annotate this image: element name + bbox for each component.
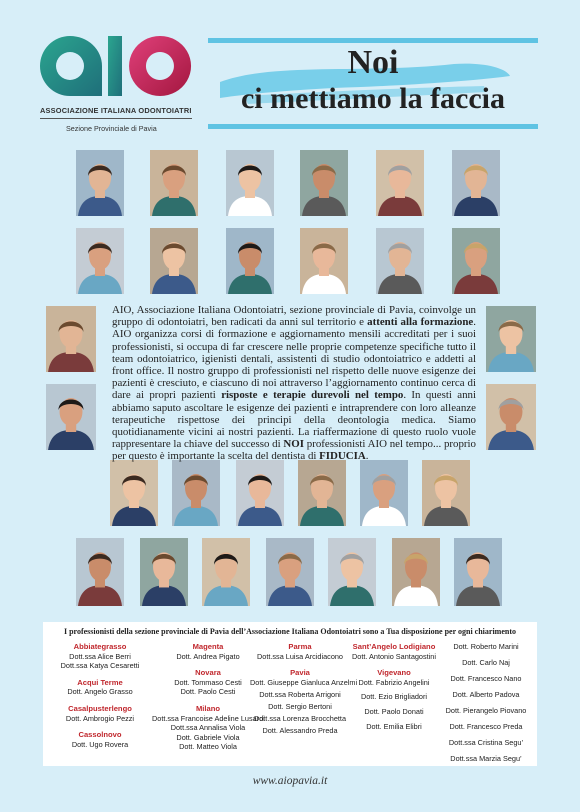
directory-column <box>342 642 446 731</box>
portrait-photo <box>76 538 124 606</box>
portrait-photo <box>226 228 274 294</box>
city-name: Cassolnovo <box>78 730 122 740</box>
portrait-photo <box>300 228 348 294</box>
dentist-name: Dott. Roberto Marini <box>453 642 519 651</box>
city-name: Vigevano <box>377 668 411 678</box>
dentist-name: Dott. Andrea Pigato <box>176 651 240 661</box>
org-section: Sezione Provinciale di Pavia <box>66 124 157 133</box>
directory-column <box>48 642 152 749</box>
portrait-photo <box>150 150 198 216</box>
portrait-photo <box>46 384 96 450</box>
portrait-photo <box>76 228 124 294</box>
directory-column <box>250 642 358 735</box>
portrait-photo <box>452 228 500 294</box>
dentist-name: Dott. Ugo Rovera <box>71 739 129 749</box>
dentist-name: Dott. Alberto Padova <box>452 689 520 699</box>
dentist-name: Dott. Carlo Naj <box>462 657 510 667</box>
dentist-name: Dott. Emilia Elibri <box>366 721 422 731</box>
dentist-name: Dott.ssa Roberta Arrigoni <box>259 689 341 699</box>
city-name: Magenta <box>192 642 224 651</box>
dentist-name: Dott. Giuseppe Gianluca Anzelmi <box>250 677 358 687</box>
portrait-photo <box>300 150 348 216</box>
city-name: Abbiategrasso <box>73 642 127 651</box>
portrait-photo <box>202 538 250 606</box>
dentist-name: Dott. Matteo Viola <box>179 742 237 752</box>
dentist-name: Dott.ssa Annalisa Viola <box>170 723 246 733</box>
dentist-name: Dott. Paolo Cesti <box>180 687 236 697</box>
directory-column <box>444 642 528 763</box>
dentist-name: Dott. Fabrizio Angelini <box>358 677 430 687</box>
portrait-photo <box>422 460 470 526</box>
title-bar-bottom <box>208 124 538 129</box>
dentist-name: Dott.ssa Lorenza Brocchetta <box>253 713 347 723</box>
portrait-photo <box>392 538 440 606</box>
dentist-name: Dott. Pierangelo Piovano <box>445 705 527 715</box>
city-name: Milano <box>195 703 221 713</box>
dentist-name: Dott.ssa Katya Cesaretti <box>60 661 140 671</box>
city-name: Casalpusterlengo <box>68 703 132 713</box>
dentist-name: Dott.ssa Luisa Arcidiacono <box>257 651 343 661</box>
portrait-photo <box>328 538 376 606</box>
title-line1: Noi <box>347 44 399 81</box>
dentist-name: Dott. Francesco Nano <box>450 673 522 683</box>
city-name: Novara <box>195 668 221 678</box>
title-line2: ci mettiamo la faccia <box>240 82 506 115</box>
portrait-photo <box>454 538 502 606</box>
dentist-name: Dott. Francesco Preda <box>449 721 523 731</box>
portrait-photo <box>452 150 500 216</box>
city-name: Acqui Terme <box>77 677 123 687</box>
dentist-name: Dott.ssa Alice Berri <box>69 651 131 661</box>
portrait-photo <box>226 150 274 216</box>
divider <box>40 118 192 119</box>
city-name: Pavia <box>290 668 310 678</box>
dentist-name: Dott. Tommaso Cesti <box>174 677 242 687</box>
portrait-photo <box>486 306 536 372</box>
portrait-photo <box>298 460 346 526</box>
city-name: Sant’Angelo Lodigiano <box>352 642 436 651</box>
portrait-photo <box>376 150 424 216</box>
directory-heading: I professionisti della sezione provinciale di Pavia dell’Associazione Italiana Odontoiatri sono a Tua disposizione per ogni chiarimento <box>63 627 517 636</box>
dentist-name: Dott. Antonio Santagostini <box>352 651 436 661</box>
aio-logo <box>40 32 200 104</box>
city-name: Parma <box>288 642 312 651</box>
portrait-photo <box>376 228 424 294</box>
dentist-name: Dott. Alessandro Preda <box>262 725 338 735</box>
portrait-photo <box>76 150 124 216</box>
portrait-photo <box>266 538 314 606</box>
directory-column <box>152 642 264 752</box>
dentist-name: Dott.ssa Francoise Adeline Lusardi <box>152 713 265 723</box>
dentist-name: Dott. Ezio Brigliadori <box>360 692 428 702</box>
dentist-name: Dott. Gabriele Viola <box>176 732 240 742</box>
portrait-photo <box>236 460 284 526</box>
dentist-name: Dott. Sergio Bertoni <box>268 701 332 711</box>
portrait-photo <box>140 538 188 606</box>
title-bar-top <box>208 38 538 43</box>
dentist-name: Dott.ssa Marzia Segu’ <box>450 753 522 763</box>
dentist-name: Dott.ssa Cristina Segu’ <box>448 737 524 747</box>
dentist-name: Dott. Paolo Donati <box>364 706 424 716</box>
portrait-photo <box>360 460 408 526</box>
portrait-photo <box>110 460 158 526</box>
dentist-name: Dott. Ambrogio Pezzi <box>65 713 135 723</box>
portrait-photo <box>486 384 536 450</box>
dentist-name: Dott. Angelo Grasso <box>67 687 133 697</box>
website[interactable]: www.aiopavia.it <box>252 775 328 787</box>
portrait-photo <box>150 228 198 294</box>
intro-text: AIO, Associazione Italiana Odontoiatri, sezione provinciale di Pavia, coinvolge un gruppo di odontoiatri, ben radicati da anni sul territorio e attenti alla formazione. AIO organizza corsi di formazione e aggiornamento mensili accreditati per i suoi professionisti, si occupa di far crescere nelle proprie competenze specifiche tutto il team odontoiatrico, igienisti dentali, assistenti di studio odontoiatrico e addetti al front office. Il nostro gruppo di professionisti nel rispetto delle nuove esigenze dei pazienti è cresciuto, e ciascuno di noi attraverso l’aggiornamento continuo cerca di dare ai propri pazienti risposte e terapie durevoli nel tempo. In questi anni abbiamo saputo ascoltare le esigenze dei pazienti e intraprendere con loro alleanze terapeutiche rispettose dei principi della deontologia medica. Siamo quotidianamente vicini ai nostri pazienti. La riaffermazione di questo ruolo vuole rappresentare la chiave del successo di NOI professionisti AIO nel tempo... proprio per questo è importante la scelta del dentista di FIDUCIA. <box>112 304 477 463</box>
portrait-photo <box>172 460 220 526</box>
org-name: ASSOCIAZIONE ITALIANA ODONTOIATRI <box>40 106 192 115</box>
portrait-photo <box>46 306 96 372</box>
